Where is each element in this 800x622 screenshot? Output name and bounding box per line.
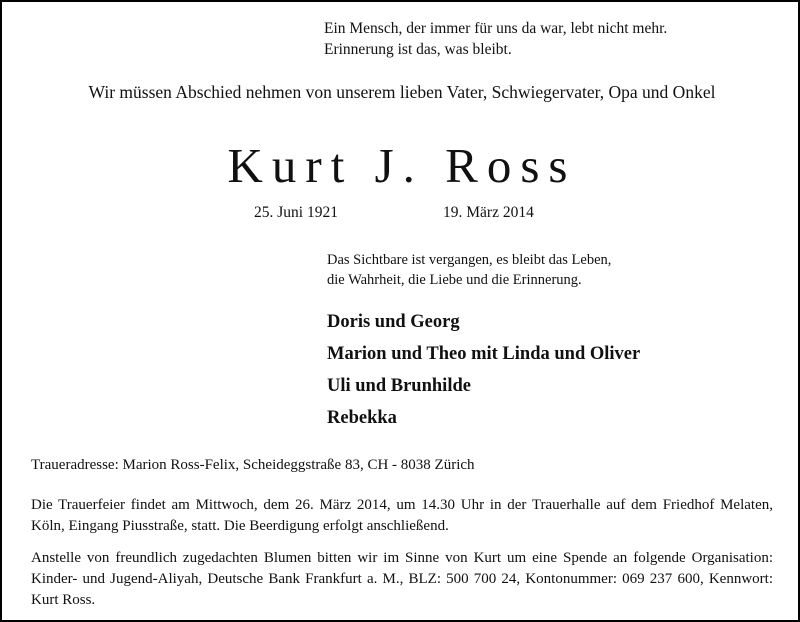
verse-line: die Wahrheit, die Liebe und die Erinnerung.	[327, 272, 582, 288]
mourner-entry: Uli und Brunhilde	[327, 376, 471, 396]
mourner-entry: Marion und Theo mit Linda und Oliver	[327, 344, 641, 364]
mourner-entry: Rebekka	[327, 408, 397, 428]
memorial-verse	[327, 252, 611, 292]
donation-notice: Anstelle von freundlich zugedachten Blumen bitten wir im Sinne von Kurt um eine Spende an folgende Organisation: Kinder- und Jugend-Aliyah, Deutsche Bank Frankfurt a. M., BLZ: 500 700 24, Kontonummer: 069 237 600, Kennwort: Kurt Ross.	[31, 550, 773, 608]
opening-quote	[324, 20, 667, 62]
mourners-list	[327, 312, 640, 440]
deceased-name: Kurt J. Ross	[227, 138, 577, 193]
birth-date: 25. Juni 1921	[254, 204, 338, 221]
funeral-notice: Die Trauerfeier findet am Mittwoch, dem 26. März 2014, um 14.30 Uhr in der Trauerhalle auf dem Friedhof Melaten, Köln, Eingang Piusstraße, statt. Die Beerdigung erfolgt anschließend.	[31, 497, 773, 534]
quote-line: Ein Mensch, der immer für uns da war, lebt nicht mehr.	[324, 20, 668, 37]
mourner-entry: Doris und Georg	[327, 312, 460, 332]
announcement-line: Wir müssen Abschied nehmen von unserem lieben Vater, Schwiegervater, Opa und Onkel	[88, 82, 716, 102]
death-date: 19. März 2014	[443, 204, 534, 221]
verse-line: Das Sichtbare ist vergangen, es bleibt das Leben,	[327, 252, 612, 268]
quote-line: Erinnerung ist das, was bleibt.	[324, 41, 512, 58]
mourning-address: Traueradresse: Marion Ross-Felix, Scheideggstraße 83, CH - 8038 Zürich	[31, 457, 475, 473]
